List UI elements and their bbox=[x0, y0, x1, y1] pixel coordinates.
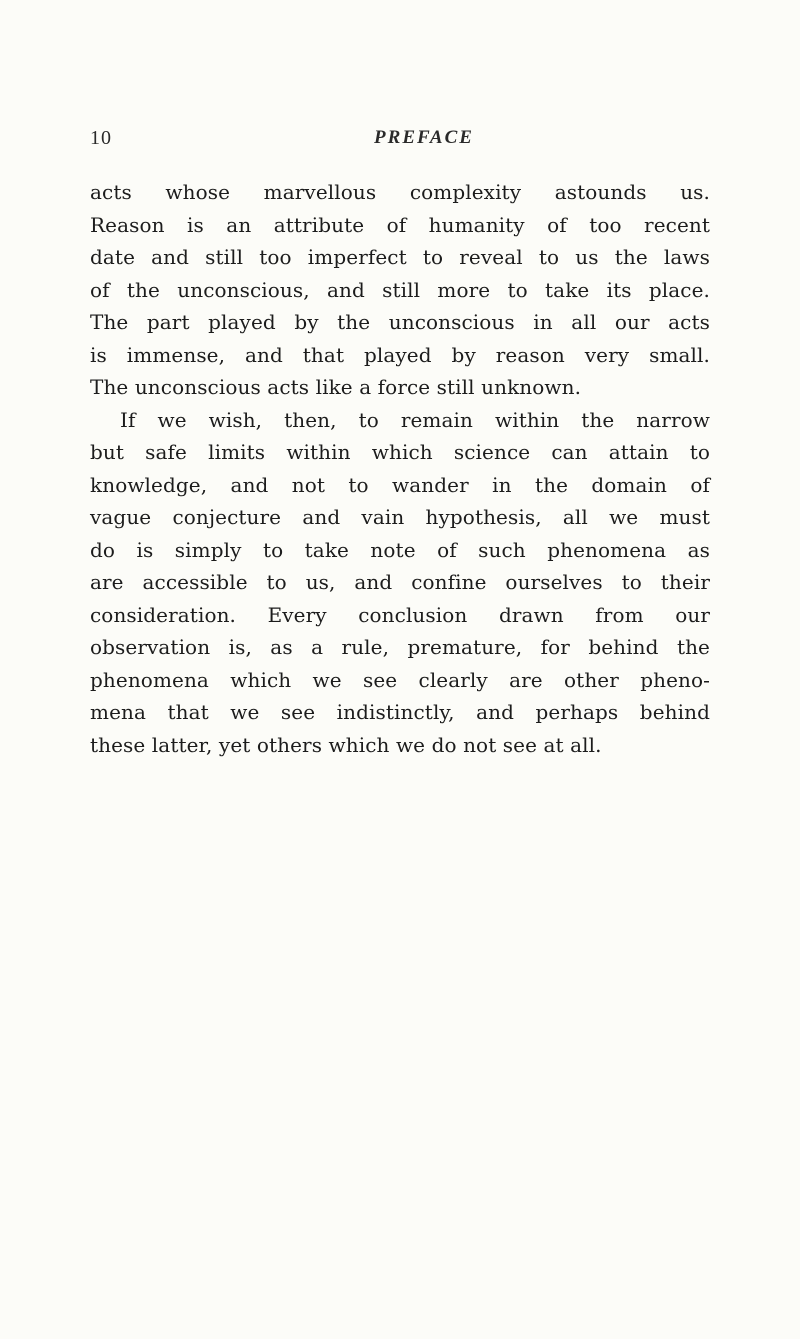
page-number: 10 bbox=[90, 127, 112, 149]
paragraph-1 bbox=[90, 176, 710, 404]
text-line: mena that we see indistinctly, and perhaps behind bbox=[90, 700, 710, 724]
running-title: PREFACE bbox=[374, 127, 474, 148]
text-line: Reason is an attribute of humanity of too recent bbox=[90, 212, 710, 237]
text-line: date and still too imperfect to reveal to us the laws bbox=[90, 245, 710, 269]
page-header bbox=[90, 127, 710, 157]
paragraph-2 bbox=[90, 404, 710, 762]
text-line: are accessible to us, and confine ourselves to their bbox=[90, 570, 710, 594]
text-line: acts whose marvellous complexity astounds us. bbox=[90, 180, 710, 204]
text-line: consideration. Every conclusion drawn from our bbox=[90, 602, 710, 627]
text-line: but safe limits within which science can attain to bbox=[90, 440, 710, 464]
text-line: is immense, and that played by reason very small. bbox=[90, 342, 710, 367]
text-line: If we wish, then, to remain within the narrow bbox=[120, 407, 710, 432]
text-line: vague conjecture and vain hypothesis, all we must bbox=[90, 505, 710, 529]
text-line: phenomena which we see clearly are other pheno- bbox=[90, 667, 710, 692]
text-line: knowledge, and not to wander in the domain of bbox=[90, 472, 710, 497]
text-line: do is simply to take note of such phenomena as bbox=[90, 537, 710, 562]
text-line: The unconscious acts like a force still unknown. bbox=[90, 375, 582, 399]
text-line: of the unconscious, and still more to take its place. bbox=[90, 277, 710, 302]
text-line: these latter, yet others which we do not see at all. bbox=[90, 732, 602, 757]
text-line: The part played by the unconscious in all our acts bbox=[90, 310, 710, 334]
body-text bbox=[90, 176, 710, 761]
text-line: observation is, as a rule, premature, for behind the bbox=[90, 635, 710, 659]
